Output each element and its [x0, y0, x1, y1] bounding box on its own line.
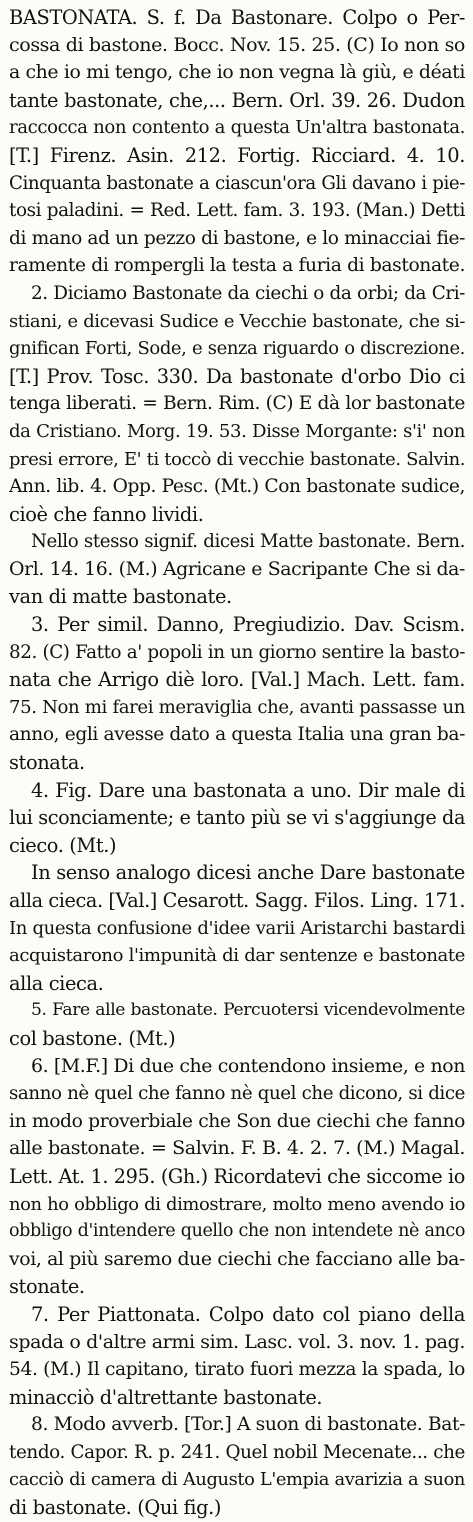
entry-line: 4. Fig. Dare una bastonata a uno. Dir male di: [31, 778, 465, 802]
entry-line: in modo proverbiale che Son due ciechi che fanno: [9, 1110, 465, 1132]
entry-line: cioè che fanno lividi.: [9, 502, 204, 526]
entry-line: 2. Diciamo Bastonate da ciechi o da orbi; da Cri-: [31, 282, 465, 304]
entry-line: stonate.: [9, 1275, 85, 1299]
entry-line: voi, al più saremo due ciechi che facciano alle ba-: [9, 1247, 465, 1270]
entry-line: gnifican Forti, Sode, e senza riguardo o discrezione.: [9, 338, 465, 360]
entry-line: tendo. Capor. R. p. 241. Quel nobil Mecenate... che: [9, 1441, 465, 1463]
entry-line: 6. [M.F.] Di due che contendono insieme, e non: [31, 1054, 465, 1077]
entry-line: stonata.: [9, 751, 85, 775]
entry-line: presi errore, E' ti toccò di vecchie bastonate. Salvin.: [9, 448, 465, 470]
entry-line: sanno nè quel che fanno nè quel che dicono, si dice: [9, 1083, 465, 1105]
entry-line: raccocca non contento a questa Un'altra bastonata.: [9, 117, 465, 139]
entry-line: tosi paladini. = Red. Lett. fam. 3. 193. (Man.) Detti: [9, 200, 465, 222]
entry-line: 75. Non mi farei meraviglia che, avanti passasse un: [9, 696, 465, 718]
entry-line: cacciò di camera di Augusto L'empia avarizia a suon: [9, 1469, 465, 1491]
entry-line: [T.] Prov. Tosc. 330. Da bastonate d'orbo Dio ci: [9, 364, 465, 388]
entry-line: anno, egli avesse dato a questa Italia una gran ba-: [9, 724, 465, 746]
entry-line: obbligo d'intendere quello che non intendete nè anco: [9, 1221, 465, 1242]
entry-line: Nello stesso signif. dicesi Matte bastonate. Bern.: [31, 531, 465, 553]
entry-line: lui sconciamente; e tanto più se vi s'aggiunge da: [9, 806, 465, 830]
entry-line: cossa di bastone. Bocc. Nov. 15. 25. (C) Io non so: [9, 33, 465, 56]
entry-line: BASTONATA. S. f. Da Bastonare. Colpo o Per-: [9, 6, 465, 29]
entry-line: alle bastonate. = Salvin. F. B. 4. 2. 7. (M.) Magal.: [9, 1137, 465, 1160]
entry-line: van di matte bastonate.: [9, 585, 232, 609]
entry-line: stiani, e dicevasi Sudice e Vecchie bastonate, che si-: [9, 310, 465, 332]
entry-line: alla cieca.: [9, 971, 104, 995]
entry-line: alla cieca. [Val.] Cesarott. Sagg. Filos. Ling. 171.: [9, 889, 465, 912]
entry-line: In questa confusione d'idee varii Aristarchi bastardi: [9, 917, 465, 939]
entry-line: In senso analogo dicesi anche Dare bastonate: [31, 861, 465, 885]
entry-line: minacciò d'altrettante bastonate.: [9, 1385, 323, 1409]
entry-line: col bastone. (Mt.): [9, 1026, 176, 1050]
entry-line: spada o d'altre armi sim. Lasc. vol. 3. nov. 1. pag.: [9, 1330, 465, 1353]
entry-line: 3. Per simil. Danno, Pregiudizio. Dav. Scism.: [31, 613, 465, 637]
entry-line: di bastonate. (Qui fig.): [9, 1496, 222, 1520]
entry-line: 5. Fare alle bastonate. Percuotersi vicendevolmente: [31, 1000, 465, 1021]
entry-line: Orl. 14. 16. (M.) Agricane e Sacripante Che si da-: [9, 557, 465, 580]
entry-line: tante bastonate, che,... Bern. Orl. 39. 26. Dudon: [9, 88, 465, 112]
entry-text: [9, 4, 465, 1522]
entry-line: da Cristiano. Morg. 19. 53. Disse Morgante: s'i' non: [9, 420, 465, 442]
entry-line: non ho obbligo di dimostrare, molto meno avendo io: [9, 1193, 465, 1215]
entry-line: cieco. (Mt.): [9, 833, 117, 857]
entry-line: acquistarono l'impunità di dar sentenze e bastonate: [9, 945, 465, 967]
entry-line: Cinquanta bastonate a ciascun'ora Gli davano i pie-: [9, 172, 465, 194]
entry-line: Ann. lib. 4. Opp. Pesc. (Mt.) Con bastonate sudice,: [9, 476, 465, 498]
entry-line: Lett. At. 1. 295. (Gh.) Ricordatevi che siccome io: [9, 1164, 465, 1188]
entry-line: 82. (C) Fatto a' popoli in un giorno sentire la basto-: [9, 641, 465, 663]
entry-line: 7. Per Piattonata. Colpo dato col piano della: [31, 1302, 465, 1326]
entry-line: nata che Arrigo diè loro. [Val.] Mach. Lett. fam.: [9, 668, 465, 692]
entry-line: di mano ad un pezzo di bastone, e lo minacciai fie-: [9, 227, 465, 249]
entry-line: [T.] Firenz. Asin. 212. Fortig. Ricciard. 4. 10.: [9, 143, 465, 167]
entry-line: tenga liberati. = Bern. Rim. (C) E dà lor bastonate: [9, 393, 465, 415]
entry-line: ramente di rompergli la testa a furia di bastonate.: [9, 255, 465, 277]
entry-line: 8. Modo avverb. [Tor.] A suon di bastonate. Bat-: [31, 1414, 465, 1436]
entry-line: 54. (M.) Il capitano, tirato fuori mezza la spada, lo: [9, 1359, 465, 1381]
entry-line: a che io mi tengo, che io non vegna là giù, e déati: [9, 61, 465, 84]
